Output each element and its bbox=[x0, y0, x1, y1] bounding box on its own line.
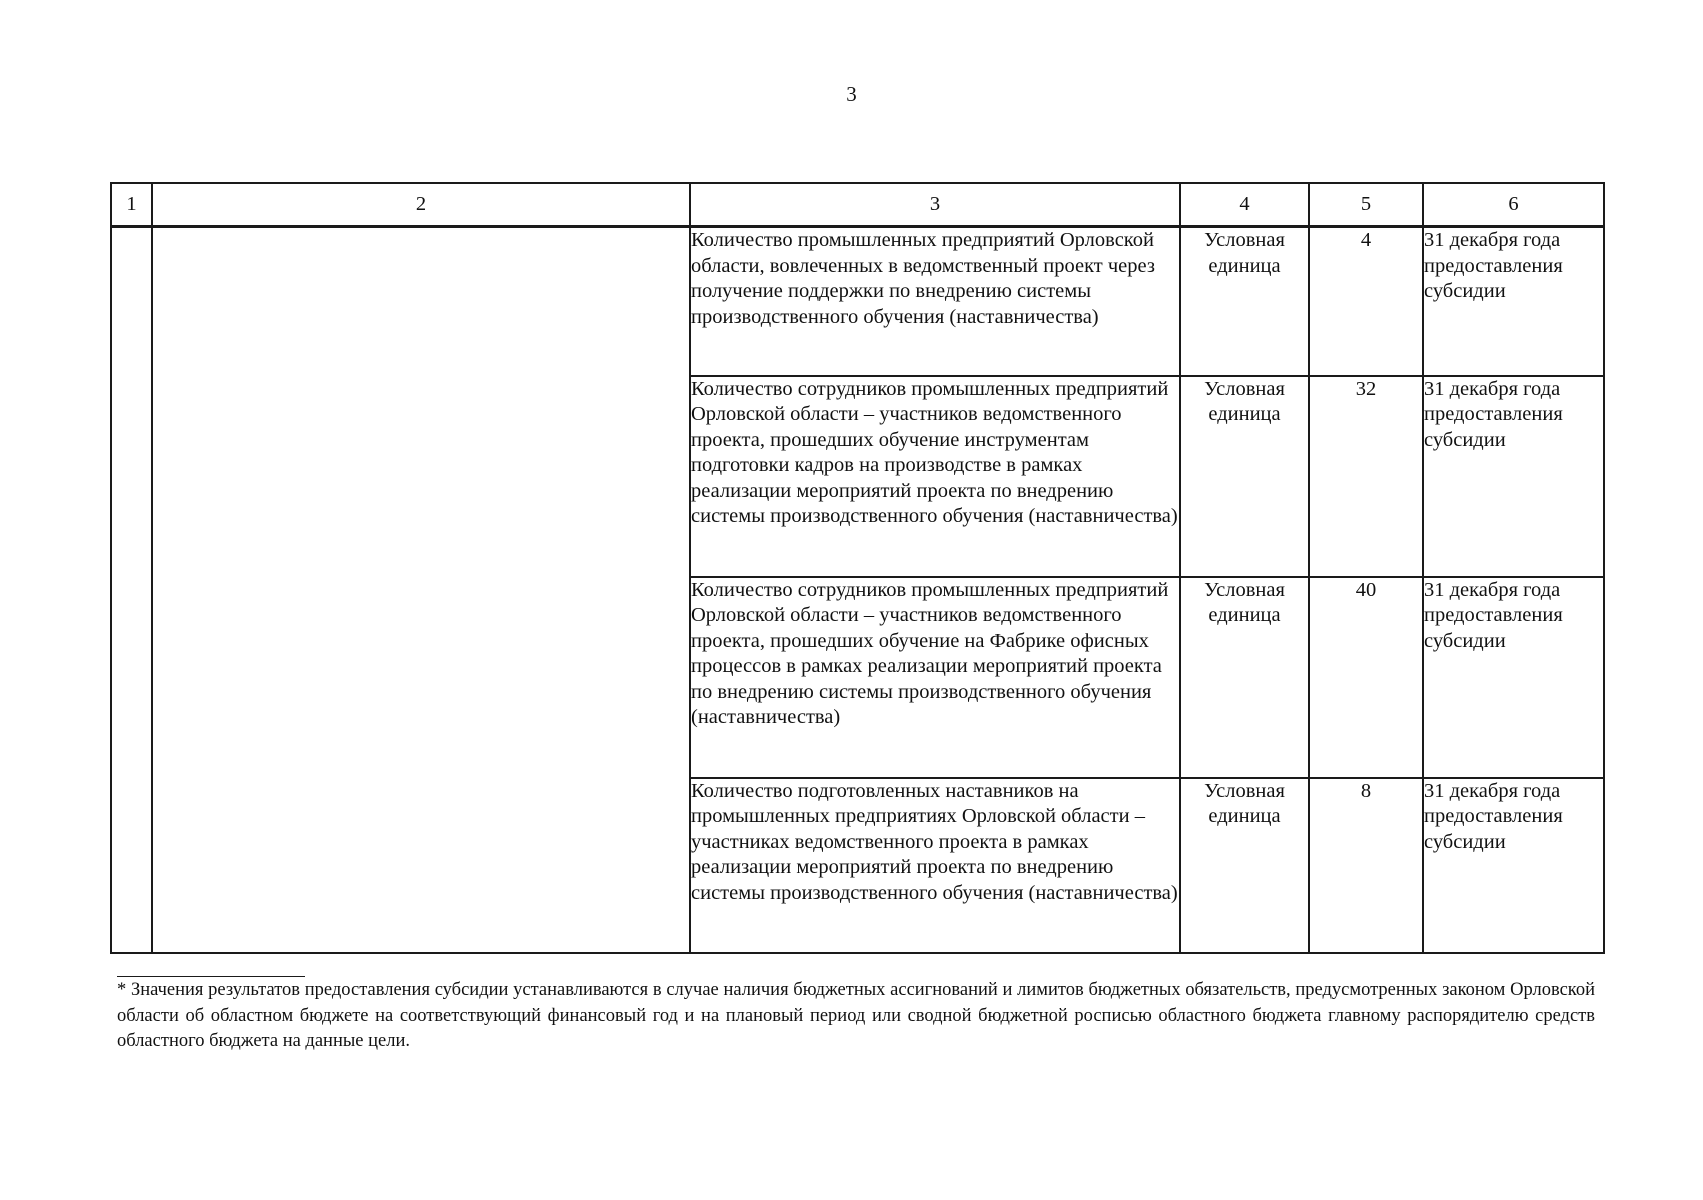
results-table bbox=[110, 182, 1605, 954]
column-number-3: 3 bbox=[690, 183, 1180, 227]
column-number-1: 1 bbox=[111, 183, 152, 227]
footnote-separator bbox=[117, 976, 305, 977]
unit-cell: Условная единица bbox=[1180, 577, 1309, 778]
column-number-6: 6 bbox=[1423, 183, 1604, 227]
deadline-cell: 31 декабря года предоставления субсидии bbox=[1423, 577, 1604, 778]
value-cell: 32 bbox=[1309, 376, 1423, 577]
value-cell: 8 bbox=[1309, 778, 1423, 953]
footnote: * Значения результатов предоставления субсидии устанавливаются в случае наличия бюджетных ассигнований и лимитов бюджетных обязательств, предусмотренных законом Орловской области об областном бюджете на соответствующий финансовый год и на плановый период или сводной бюджетной росписью областного бюджета главному распорядителю средств областного бюджета на данные цели. bbox=[117, 980, 1595, 1051]
unit-cell: Условная единица bbox=[1180, 376, 1309, 577]
deadline-cell: 31 декабря года предоставления субсидии bbox=[1423, 227, 1604, 376]
column-number-2: 2 bbox=[152, 183, 690, 227]
table-row bbox=[111, 227, 1604, 376]
value-cell: 4 bbox=[1309, 227, 1423, 376]
deadline-cell: 31 декабря года предоставления субсидии bbox=[1423, 778, 1604, 953]
empty-cell-col-2 bbox=[152, 227, 690, 953]
indicator-cell: Количество подготовленных наставников на промышленных предприятиях Орловской области – участниках ведомственного проекта в рамках реализации мероприятий проекта по внедрению системы производственного обучения (наставничества) bbox=[690, 778, 1180, 953]
indicator-cell: Количество промышленных предприятий Орловской области, вовлеченных в ведомственный проект через получение поддержки по внедрению системы производственного обучения (наставничества) bbox=[690, 227, 1180, 376]
unit-cell: Условная единица bbox=[1180, 227, 1309, 376]
empty-cell-col-1 bbox=[111, 227, 152, 953]
page-number: 3 bbox=[846, 82, 857, 106]
unit-cell: Условная единица bbox=[1180, 778, 1309, 953]
column-number-4: 4 bbox=[1180, 183, 1309, 227]
column-number-5: 5 bbox=[1309, 183, 1423, 227]
table-header-row bbox=[111, 183, 1604, 227]
indicator-cell: Количество сотрудников промышленных предприятий Орловской области – участников ведомственного проекта, прошедших обучение инструментам подготовки кадров на производстве в рамках реализации мероприятий проекта по внедрению системы производственного обучения (наставничества) bbox=[690, 376, 1180, 577]
value-cell: 40 bbox=[1309, 577, 1423, 778]
deadline-cell: 31 декабря года предоставления субсидии bbox=[1423, 376, 1604, 577]
indicator-cell: Количество сотрудников промышленных предприятий Орловской области – участников ведомственного проекта, прошедших обучение на Фабрике офисных процессов в рамках реализации мероприятий проекта по внедрению системы производственного обучения (наставничества) bbox=[690, 577, 1180, 778]
